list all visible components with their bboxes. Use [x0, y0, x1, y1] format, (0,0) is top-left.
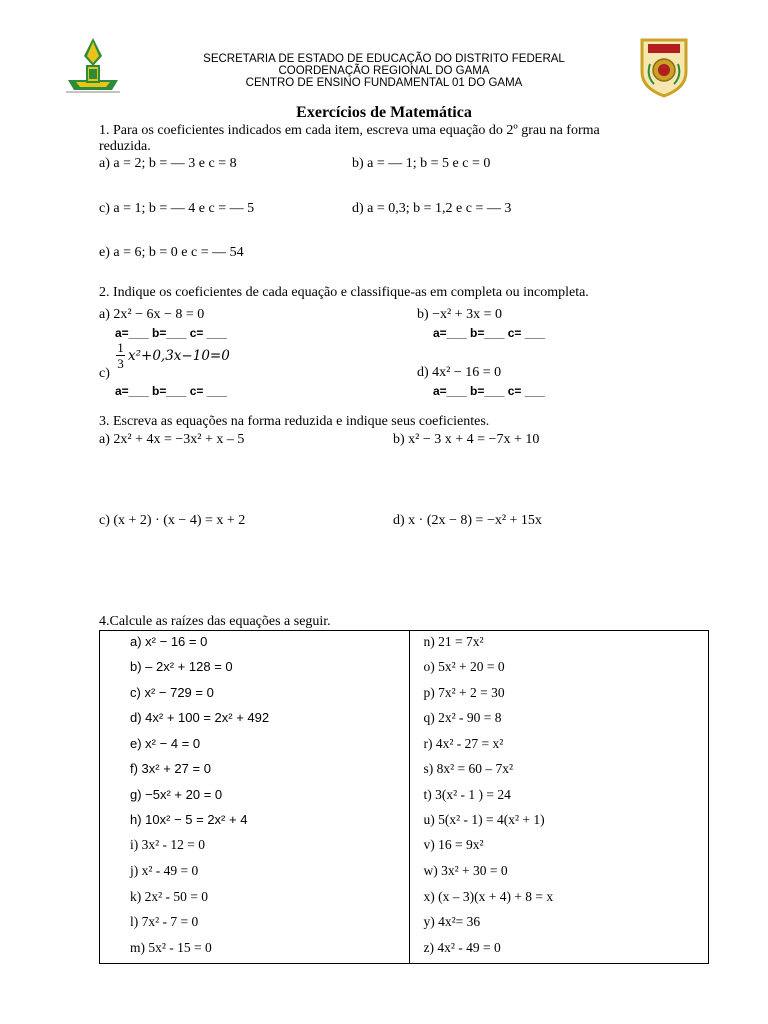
q4-item-v: v) 16 = 9x²	[423, 837, 484, 852]
q4-item-m: m) 5x² - 15 = 0	[130, 940, 212, 955]
q4-left-column	[100, 631, 410, 964]
q3-item-b: b) x² − 3 x + 4 = −7x + 10	[393, 432, 540, 447]
q1-item-a: a) a = 2; b = — 3 e c = 8	[99, 156, 237, 171]
q3-item-a: a) 2x² + 4x = −3x² + x – 5	[99, 432, 245, 447]
q1-item-c: c) a = 1; b = — 4 e c = — 5	[99, 201, 255, 216]
q4-equations-table	[99, 630, 709, 964]
q4-prompt: 4.Calcule as raízes das equações a seguir.	[99, 614, 331, 629]
q2-item-b: b) −x² + 3x = 0	[417, 307, 503, 322]
q1-prompt-line2: reduzida.	[99, 139, 151, 154]
header-line-1: SECRETARIA DE ESTADO DE EDUCAÇÃO DO DISTRITO FEDERAL	[203, 53, 565, 65]
q4-item-t: t) 3(x² - 1 ) = 24	[423, 787, 511, 802]
q4-item-s: s) 8x² = 60 – 7x²	[423, 761, 514, 776]
q4-item-f: f) 3x² + 27 = 0	[130, 761, 211, 776]
q4-item-o: o) 5x² + 20 = 0	[423, 659, 505, 674]
q2-item-c-label: c)	[99, 366, 110, 381]
q4-item-k: k) 2x² - 50 = 0	[130, 889, 209, 904]
q2-d-coefficients: a=___ b=___ c= ___	[433, 384, 545, 398]
q4-item-i: i) 3x² - 12 = 0	[130, 837, 206, 852]
q3-item-c: c) (x + 2) · (x − 4) = x + 2	[99, 513, 246, 528]
q4-item-w: w) 3x² + 30 = 0	[423, 863, 508, 878]
q4-item-p: p) 7x² + 2 = 30	[423, 685, 505, 700]
q4-item-x: x) (x – 3)(x + 4) + 8 = x	[423, 889, 554, 904]
q2-c-fraction-numerator: 1	[117, 340, 124, 355]
q4-item-n: n) 21 = 7x²	[423, 634, 484, 649]
q2-c-fraction	[116, 341, 125, 370]
q2-b-coefficients: a=___ b=___ c= ___	[433, 326, 545, 340]
q2-c-coefficients: a=___ b=___ c= ___	[115, 384, 227, 398]
header-line-2: COORDENAÇÃO REGIONAL DO GAMA	[278, 65, 490, 77]
q2-item-c-equation: x²+0,3x−10=0	[128, 348, 230, 364]
q2-a-coefficients: a=___ b=___ c= ___	[115, 326, 227, 340]
q4-item-e: e) x² − 4 = 0	[130, 736, 201, 751]
q1-prompt-line1: 1. Para os coeficientes indicados em cada item, escreva uma equação do 2º grau na forma	[99, 123, 600, 138]
q4-item-c: c) x² − 729 = 0	[130, 685, 214, 700]
q1-item-e: e) a = 6; b = 0 e c = — 54	[99, 245, 244, 260]
q1-item-b: b) a = — 1; b = 5 e c = 0	[352, 156, 491, 171]
q4-item-g: g) −5x² + 20 = 0	[130, 787, 223, 802]
q4-item-l: l) 7x² - 7 = 0	[130, 914, 199, 929]
q4-item-q: q) 2x² - 90 = 8	[423, 710, 502, 725]
q4-item-z: z) 4x² - 49 = 0	[423, 940, 501, 955]
q4-item-r: r) 4x² - 27 = x²	[423, 736, 504, 751]
q2-c-fraction-denominator: 3	[117, 356, 124, 371]
q3-item-d: d) x · (2x − 8) = −x² + 15x	[393, 513, 542, 528]
header-line-3: CENTRO DE ENSINO FUNDAMENTAL 01 DO GAMA	[245, 77, 523, 89]
q4-item-h: h) 10x² − 5 = 2x² + 4	[130, 812, 248, 827]
q1-item-d: d) a = 0,3; b = 1,2 e c = — 3	[352, 201, 512, 216]
q4-item-y: y) 4x²= 36	[423, 914, 481, 929]
q2-item-d: d) 4x² − 16 = 0	[417, 365, 502, 380]
q4-item-u: u) 5(x² - 1) = 4(x² + 1)	[423, 812, 545, 827]
q4-item-d: d) 4x² + 100 = 2x² + 492	[130, 710, 270, 725]
q4-item-j: j) x² - 49 = 0	[130, 863, 199, 878]
q3-prompt: 3. Escreva as equações na forma reduzida e indique seus coeficientes.	[99, 414, 490, 429]
q2-item-a: a) 2x² − 6x − 8 = 0	[99, 307, 205, 322]
q4-item-b: b) – 2x² + 128 = 0	[130, 659, 233, 674]
q2-prompt: 2. Indique os coeficientes de cada equação e classifique-as em completa ou incompleta.	[99, 285, 589, 300]
q4-right-column	[410, 631, 709, 964]
page-title: Exercícios de Matemática	[296, 104, 472, 121]
q4-item-a: a) x² − 16 = 0	[130, 634, 208, 649]
